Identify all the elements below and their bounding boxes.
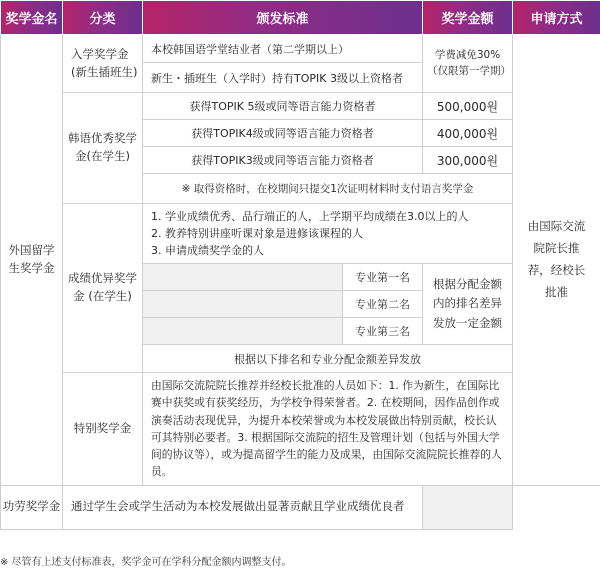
korean-criteria-topik5: 获得TOPIK 5级或同等语言能力资格者	[143, 93, 423, 120]
header-row	[1, 1, 600, 35]
header-category: 分类	[63, 1, 143, 35]
scholarship-name-cell: 外国留学生奖学金	[1, 35, 63, 486]
academic-rank-1: 专业第一名	[343, 264, 423, 291]
korean-amount-topik5: 500,000원	[423, 93, 513, 120]
special-category: 特别奖学金	[63, 373, 143, 486]
merit-category: 功劳奖学金	[1, 485, 63, 529]
academic-category: 成绩优异奖学金 (在学生)	[63, 204, 143, 373]
entrance-criteria-2: 新生・插班生（入学时）持有TOPIK 3级以上资格者	[143, 63, 423, 93]
korean-note: ※ 取得资格时，在校期间只提交1次证明材料时支付语言奖学金	[143, 174, 513, 204]
footnote: ※ 尽管有上述支付标准表，奖学金可在学科分配金额内调整支付。	[0, 557, 292, 568]
academic-condition-3: 3. 申请成绩奖学金的人	[151, 244, 264, 258]
academic-summary: 根据以下排名和专业分配金额差异发放	[143, 345, 513, 373]
merit-criteria: 通过学生会或学生活动为本校发展做出显著贡献且学业成绩优良者	[63, 485, 423, 529]
academic-rank-3: 专业第三名	[343, 318, 423, 345]
header-criteria: 颁发标准	[143, 1, 423, 35]
header-apply-method: 申请方式	[513, 1, 600, 35]
header-scholarship-name: 奖学金名	[1, 1, 63, 35]
korean-amount-topik4: 400,000원	[423, 120, 513, 147]
special-criteria: 由国际交流院院长推荐并经校长批准的人员如下：1. 作为新生，在国际比赛中获奖或有获奖经历，为学校争得荣誉者。2. 在校期间，因作品创作或演奏活动表现优异，为提升本校荣誉或为本校发展做出特别贡献，校长认可其特别必要者。3. 根据国际交流院的招生及管理计划（包括与外国大学间的协议等），或为提高留学生的能力及成果，由国际交流院院长推荐的人员。	[143, 373, 513, 486]
korean-criteria-topik3: 获得TOPIK3级或同等语言能力资格者	[143, 147, 423, 174]
korean-category: 韩语优秀奖学金(在学生)	[63, 93, 143, 204]
entrance-criteria-1: 本校韩国语学堂结业者（第二学期以上）	[143, 35, 423, 63]
academic-rank-amount: 根据分配金额内的排名差异发放一定金额	[423, 264, 513, 345]
academic-condition-1: 1. 学业成绩优秀、品行端正的人，上学期平均成绩在3.0以上的人	[151, 210, 469, 223]
entrance-amount: 学费减免30%（仅限第一学期）	[423, 35, 513, 93]
korean-amount-topik3: 300,000원	[423, 147, 513, 174]
academic-condition-2: 2. 教养特别讲座听课对象是进修该课程的人	[151, 227, 363, 241]
header-amount: 奖学金额	[423, 1, 513, 35]
academic-conditions	[143, 204, 513, 264]
apply-method-cell: 由国际交流院院长推荐，经校长批准	[513, 35, 600, 486]
korean-criteria-topik4: 获得TOPIK4级或同等语言能力资格者	[143, 120, 423, 147]
entrance-category: 入学奖学金 (新生插班生)	[63, 35, 143, 93]
academic-rank-2: 专业第二名	[343, 291, 423, 318]
